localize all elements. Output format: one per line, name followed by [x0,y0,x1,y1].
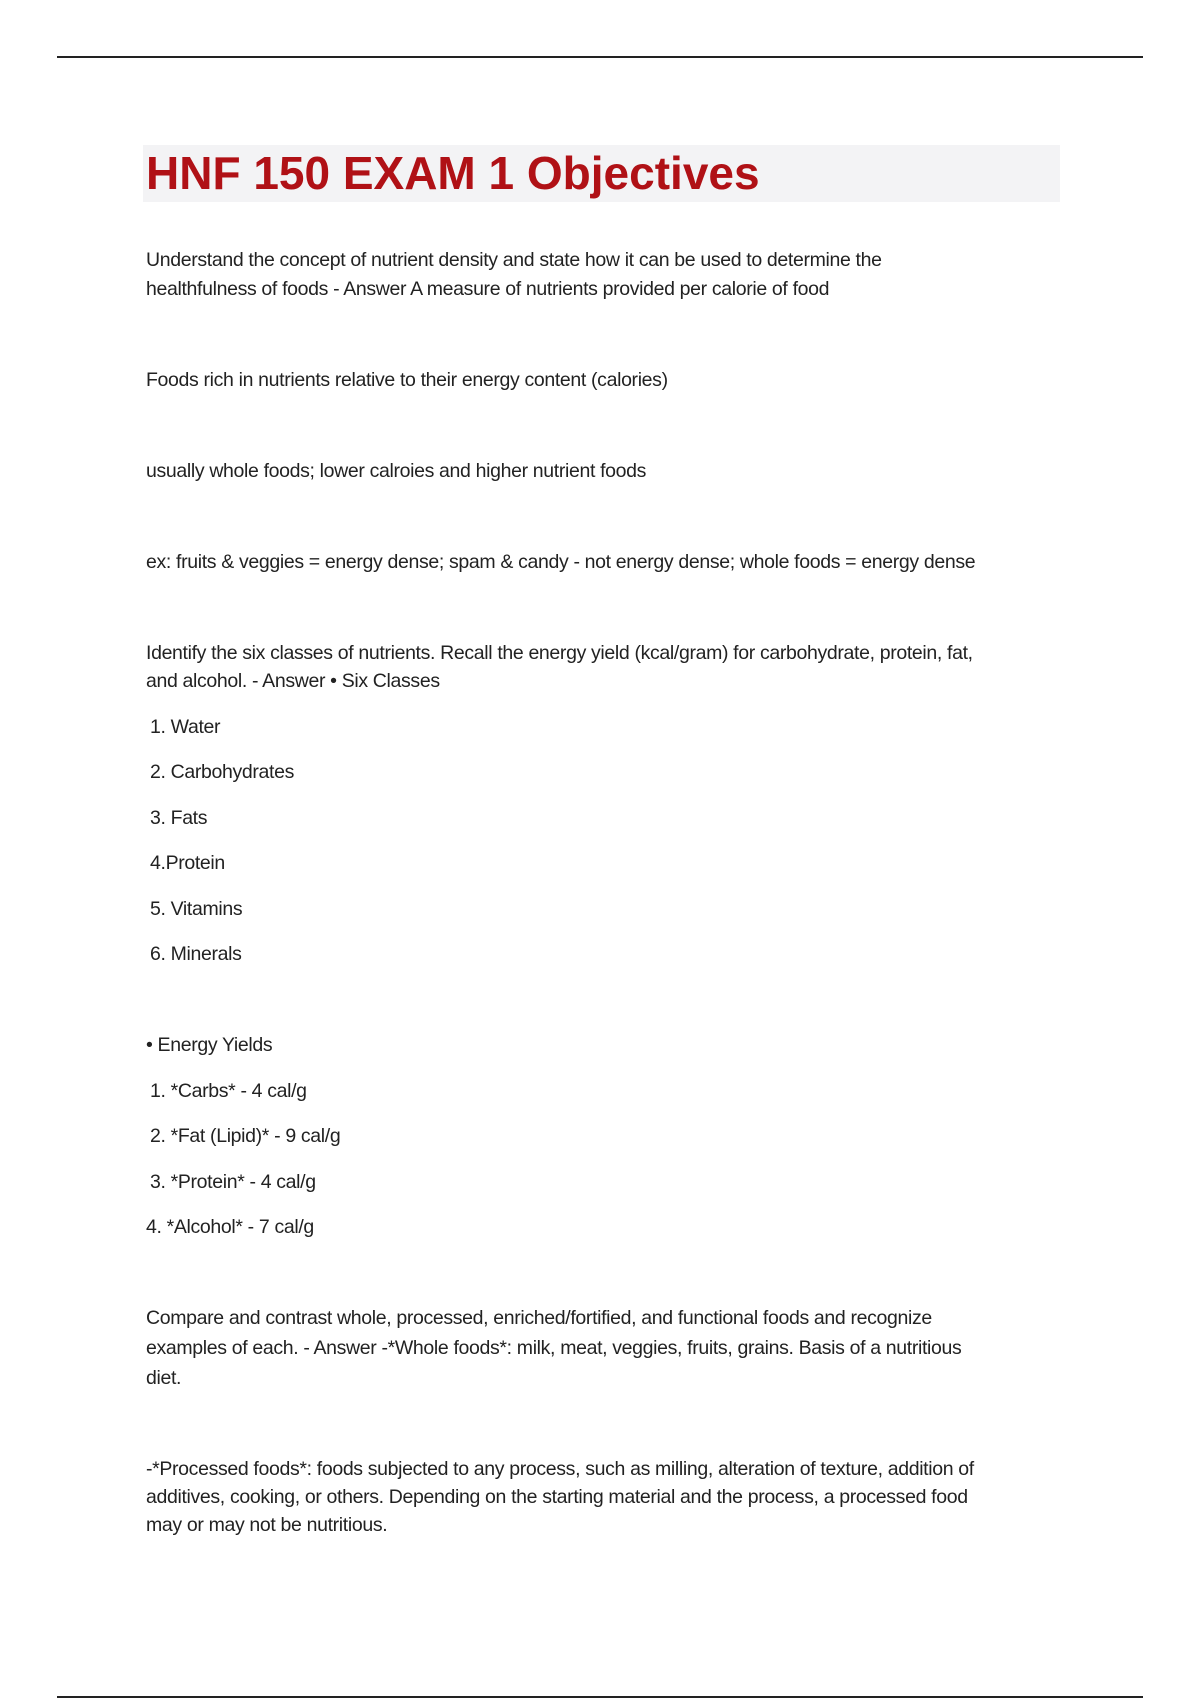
bottom-rule [57,1696,1143,1698]
yield-item-carbs: 1. *Carbs* - 4 cal/g [150,1080,307,1102]
list-item-minerals: 6. Minerals [150,943,242,965]
examples-note: ex: fruits & veggies = energy dense; spam & candy - not energy dense; whole foods = energy dense [146,551,976,573]
list-item-vitamins: 5. Vitamins [150,898,243,920]
yield-item-protein: 3. *Protein* - 4 cal/g [150,1171,316,1193]
list-item-protein: 4.Protein [150,852,225,874]
list-item-fats: 3. Fats [150,807,208,829]
processed-foods-line-1: -*Processed foods*: foods subjected to any process, such as milling, alteration of texture, addition of [146,1458,974,1480]
objective-3-line-1: Compare and contrast whole, processed, enriched/fortified, and functional foods and recognize [146,1307,932,1329]
processed-foods-line-2: additives, cooking, or others. Depending on the starting material and the process, a processed food [146,1486,968,1508]
objective-1-line-2: healthfulness of foods - Answer A measure of nutrients provided per calorie of food [146,278,830,300]
objective-3-line-3: diet. [146,1367,182,1389]
objective-2-line-1: Identify the six classes of nutrients. Recall the energy yield (kcal/gram) for carbohydrate, protein, fat, [146,642,973,664]
objective-3-line-2: examples of each. - Answer -*Whole foods*: milk, meat, veggies, fruits, grains. Basis of a nutritious [146,1337,962,1359]
yield-item-alcohol: 4. *Alcohol* - 7 cal/g [146,1216,314,1238]
list-item-carbohydrates: 2. Carbohydrates [150,761,294,783]
processed-foods-line-3: may or may not be nutritious. [146,1514,388,1536]
objective-1-line-1: Understand the concept of nutrient density and state how it can be used to determine the [146,249,882,271]
document-title: HNF 150 EXAM 1 Objectives [146,147,760,199]
list-item-water: 1. Water [150,716,221,738]
whole-foods-note: usually whole foods; lower calroies and higher nutrient foods [146,460,647,482]
objective-2-line-2: and alcohol. - Answer • Six Classes [146,670,440,692]
top-rule [57,56,1143,58]
yield-item-fat: 2. *Fat (Lipid)* - 9 cal/g [150,1125,341,1147]
nutrient-dense-definition: Foods rich in nutrients relative to their energy content (calories) [146,369,668,391]
energy-yields-heading: • Energy Yields [146,1034,273,1056]
